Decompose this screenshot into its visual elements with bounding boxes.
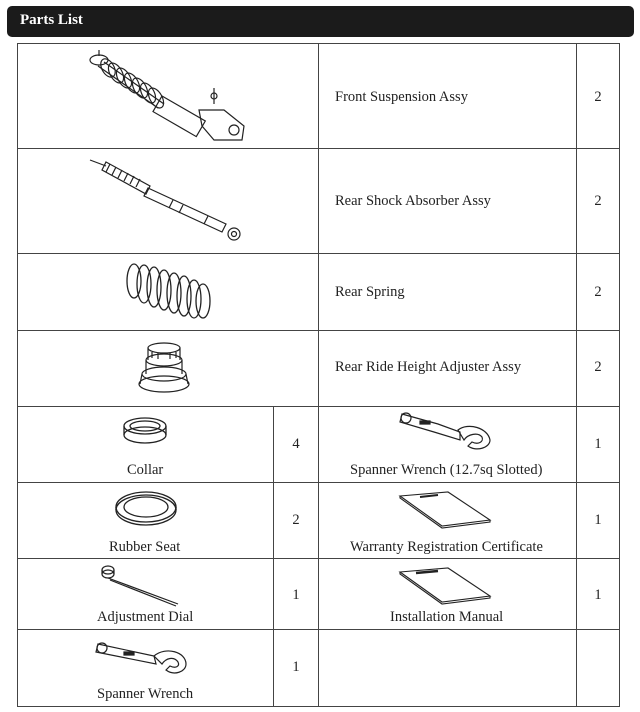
part-qty: 1	[292, 659, 300, 675]
slotted-spanner-icon	[398, 410, 494, 454]
part-name: Rubber Seat	[109, 539, 181, 555]
part-qty: 4	[292, 436, 300, 452]
front-suspension-icon	[84, 48, 250, 146]
part-name: Rear Ride Height Adjuster Assy	[335, 359, 522, 375]
part-name: Front Suspension Assy	[335, 89, 468, 105]
part-name: Rear Shock Absorber Assy	[335, 193, 491, 209]
part-qty: 2	[594, 89, 602, 105]
rear-spring-icon	[124, 259, 212, 323]
certificate-icon	[398, 490, 492, 530]
manual-icon	[398, 566, 492, 606]
part-name: Warranty Registration Certificate	[350, 539, 543, 555]
part-name: Spanner Wrench	[97, 686, 194, 702]
collar-icon	[122, 416, 168, 446]
rubber-seat-icon	[114, 490, 178, 528]
adjustment-dial-icon	[100, 562, 182, 608]
part-name: Adjustment Dial	[97, 609, 194, 625]
parts-list-header	[7, 6, 634, 37]
part-name: Spanner Wrench (12.7sq Slotted)	[350, 462, 543, 478]
part-name: Collar	[127, 462, 164, 478]
part-name: Rear Spring	[335, 284, 405, 300]
spanner-wrench-icon	[94, 640, 190, 676]
page-title: Parts List	[20, 12, 83, 28]
part-name: Installation Manual	[390, 609, 504, 625]
part-qty: 1	[594, 436, 602, 452]
part-qty: 2	[292, 512, 300, 528]
part-qty: 1	[594, 512, 602, 528]
ride-height-adjuster-icon	[134, 340, 194, 396]
rear-shock-icon	[88, 156, 248, 246]
part-qty: 2	[594, 284, 602, 300]
part-qty: 1	[594, 587, 602, 603]
part-qty: 2	[594, 359, 602, 375]
part-qty: 2	[594, 193, 602, 209]
part-qty: 1	[292, 587, 300, 603]
